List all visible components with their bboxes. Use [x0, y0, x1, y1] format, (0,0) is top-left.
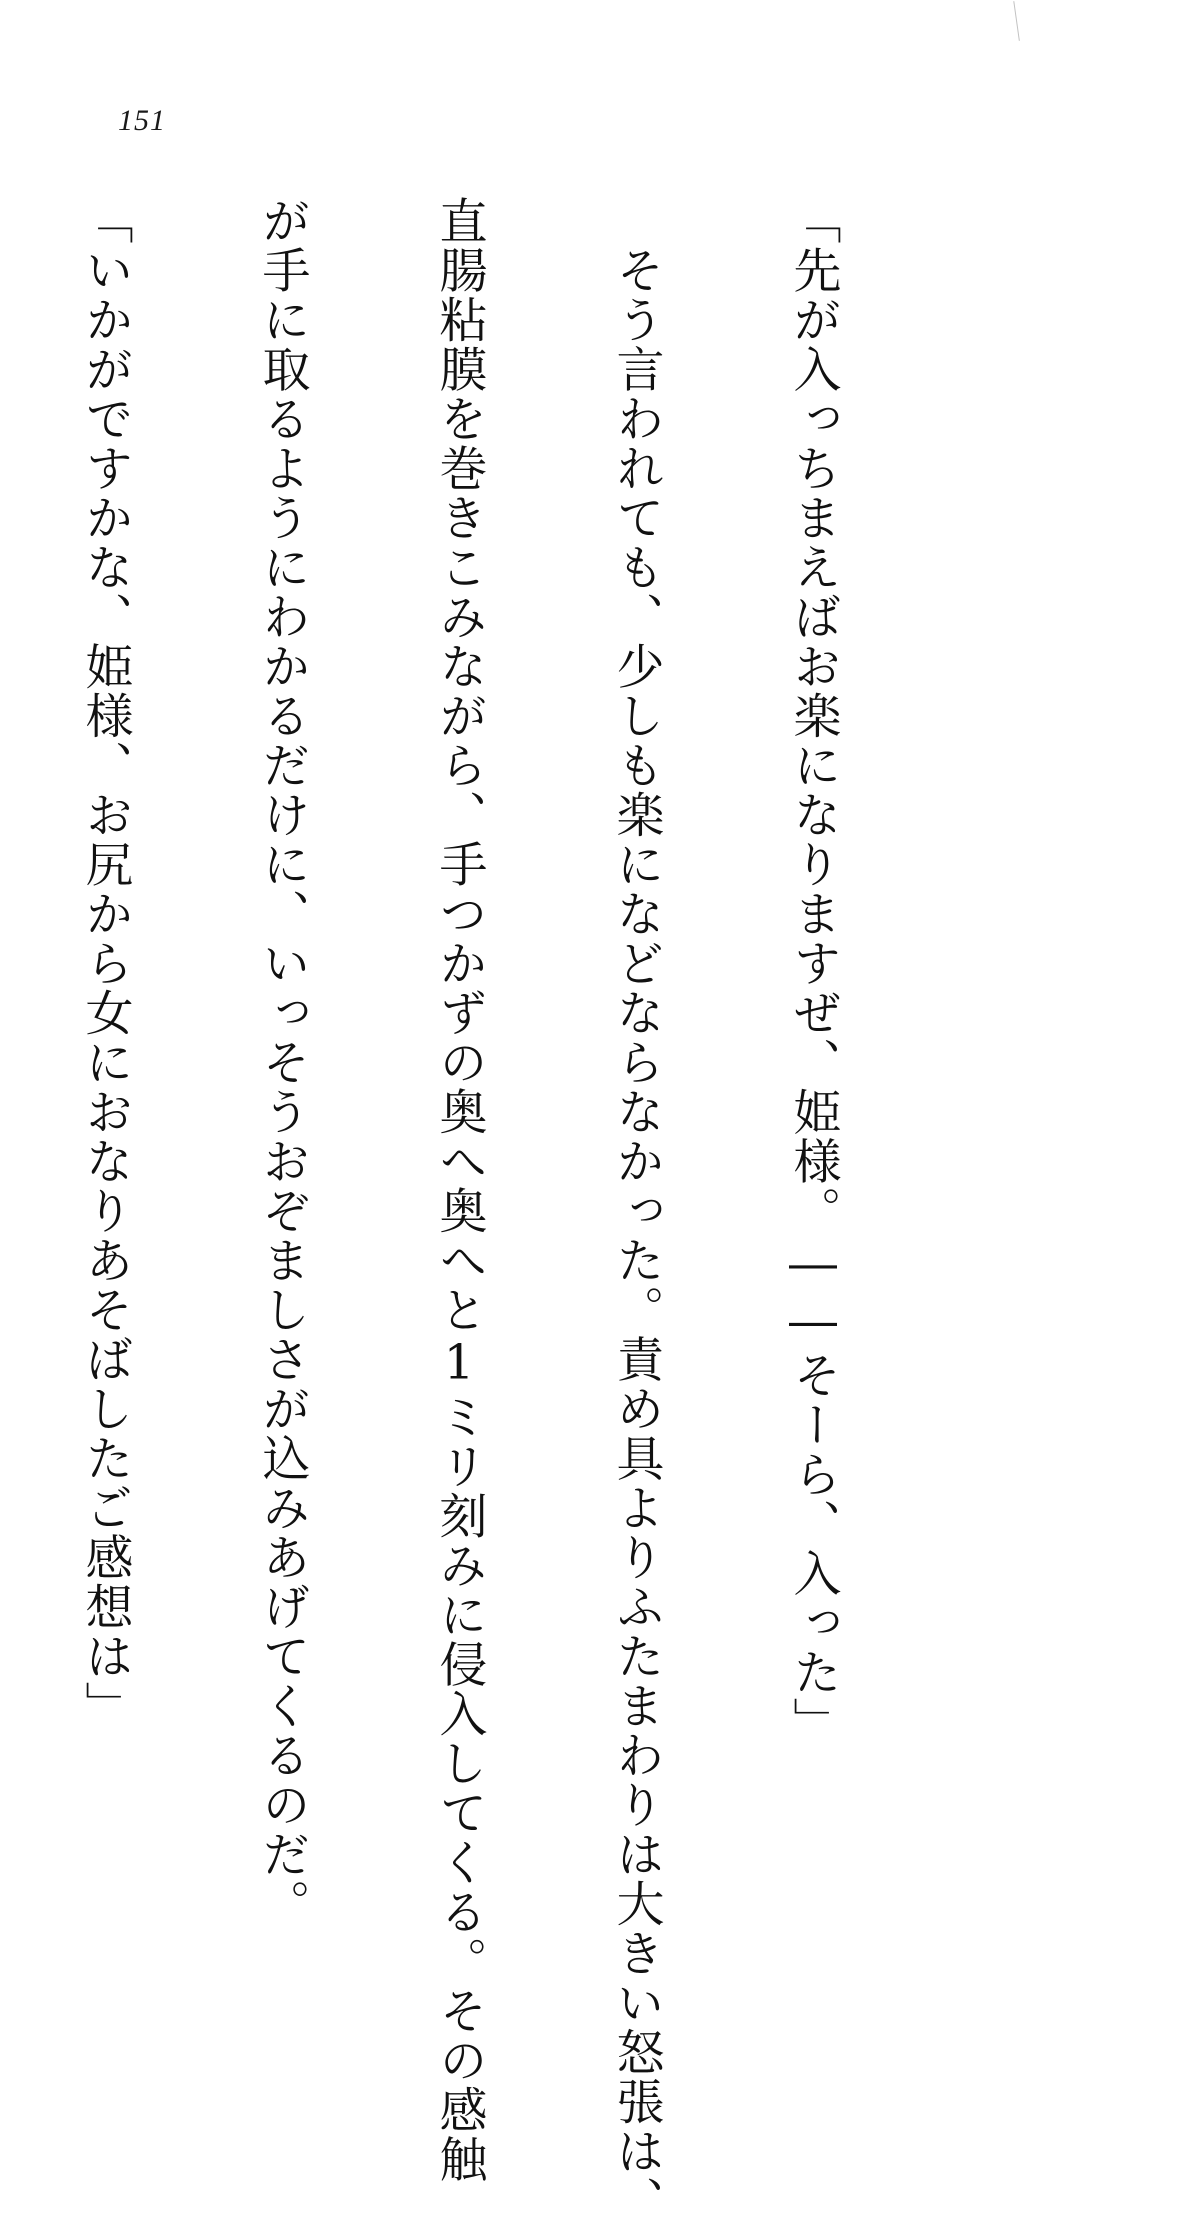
text-line: そう言われても、少しも楽になどならなかった。責め具よりふたまわりは大きい怒張は、 — [608, 196, 664, 2226]
vertical-body-text — [77, 196, 960, 2226]
text-line: 「いかがですかな、姫様、お尻から女におなりあそばしたご感想は」 — [77, 196, 133, 1731]
text-line: が手に取るようにわかるだけに、いっそうおぞましさが込みあげてくるのだ。 — [254, 196, 310, 1929]
page-number: 151 — [118, 104, 166, 137]
text-line: 「先が入っちまえばお楽になりますぜ、姫様。――そーら、入った」 — [785, 196, 841, 1747]
text-line: 直腸粘膜を巻きこみながら、手つかずの奥へ奥へと1ミリ刻みに侵入してくる。その感触 — [431, 196, 487, 2184]
scan-artifact-mark — [1013, 0, 1033, 41]
